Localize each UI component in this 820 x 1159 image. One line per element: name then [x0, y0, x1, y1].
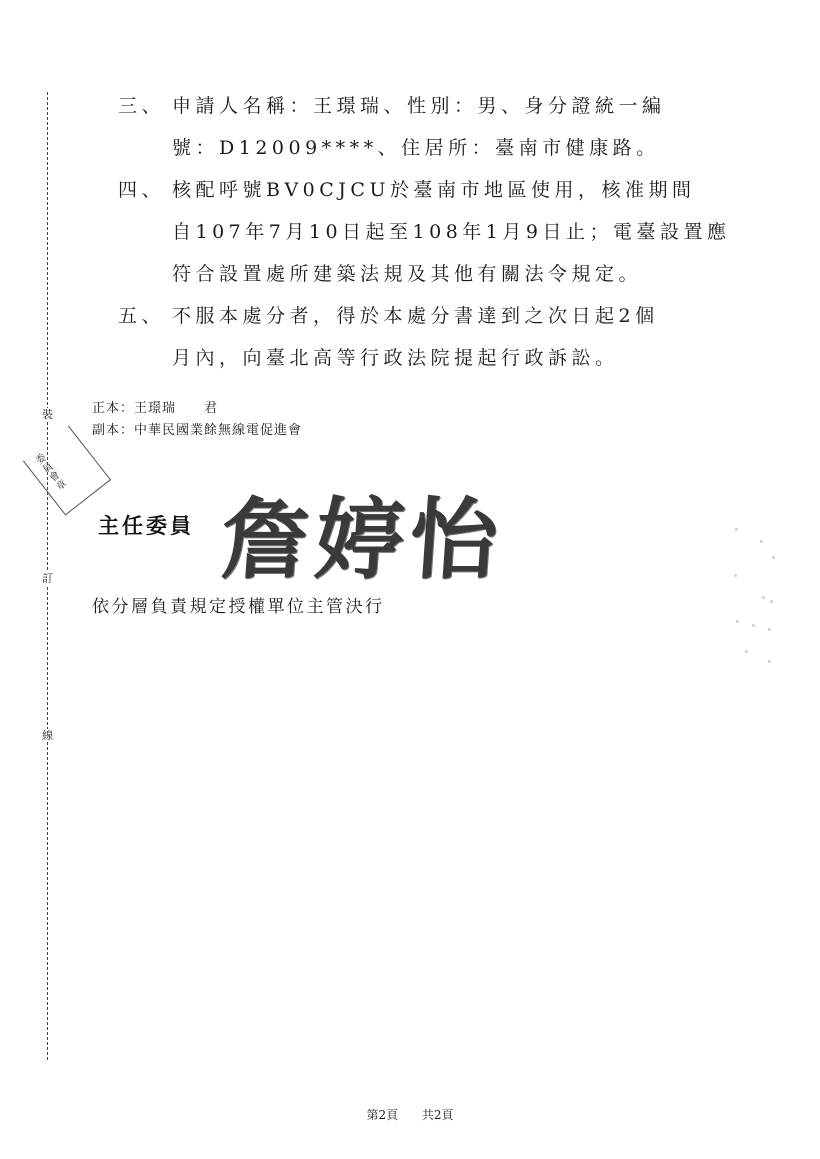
item-line: 申請人名稱：王璟瑞、性別：男、身分證統一編 — [172, 95, 666, 117]
binding-char-zhuang: 裝 — [42, 408, 53, 421]
page-footer — [0, 1106, 820, 1123]
item-number: 三、 — [118, 95, 166, 117]
item-line: 自107年7月10日起至108年1月9日止；電臺設置應 — [172, 221, 731, 243]
signer-title: 主任委員 — [98, 514, 194, 538]
item-line: 月內，向臺北高等行政法院提起行政訴訟。 — [172, 347, 619, 369]
item-number: 四、 — [118, 179, 166, 201]
item-line: 號：D12009****、住居所：臺南市健康路。 — [172, 137, 660, 159]
page-total: 共2頁 — [421, 1108, 454, 1122]
seal-text: 委員會章 — [31, 452, 68, 495]
item-line: 符合設置處所建築法規及其他有關法令規定。 — [172, 263, 643, 285]
binding-char-ding: 訂 — [42, 572, 53, 585]
page-number: 第2頁 — [366, 1108, 399, 1122]
item-line: 不服本處分者，得於本處分書達到之次日起2個 — [172, 305, 659, 327]
decision-authority-note: 依分層負責規定授權單位主管決行 — [92, 597, 385, 617]
binding-char-xian: 線 — [42, 729, 53, 742]
item-number: 五、 — [118, 305, 166, 327]
copy-recipient: 副本：中華民國業餘無線電促進會 — [92, 423, 303, 438]
original-recipient: 正本：王璟瑞 君 — [92, 401, 219, 416]
signature-stamp: 詹婷怡 — [217, 488, 508, 591]
item-line: 核配呼號BV0CJCU於臺南市地區使用，核准期間 — [172, 179, 696, 201]
